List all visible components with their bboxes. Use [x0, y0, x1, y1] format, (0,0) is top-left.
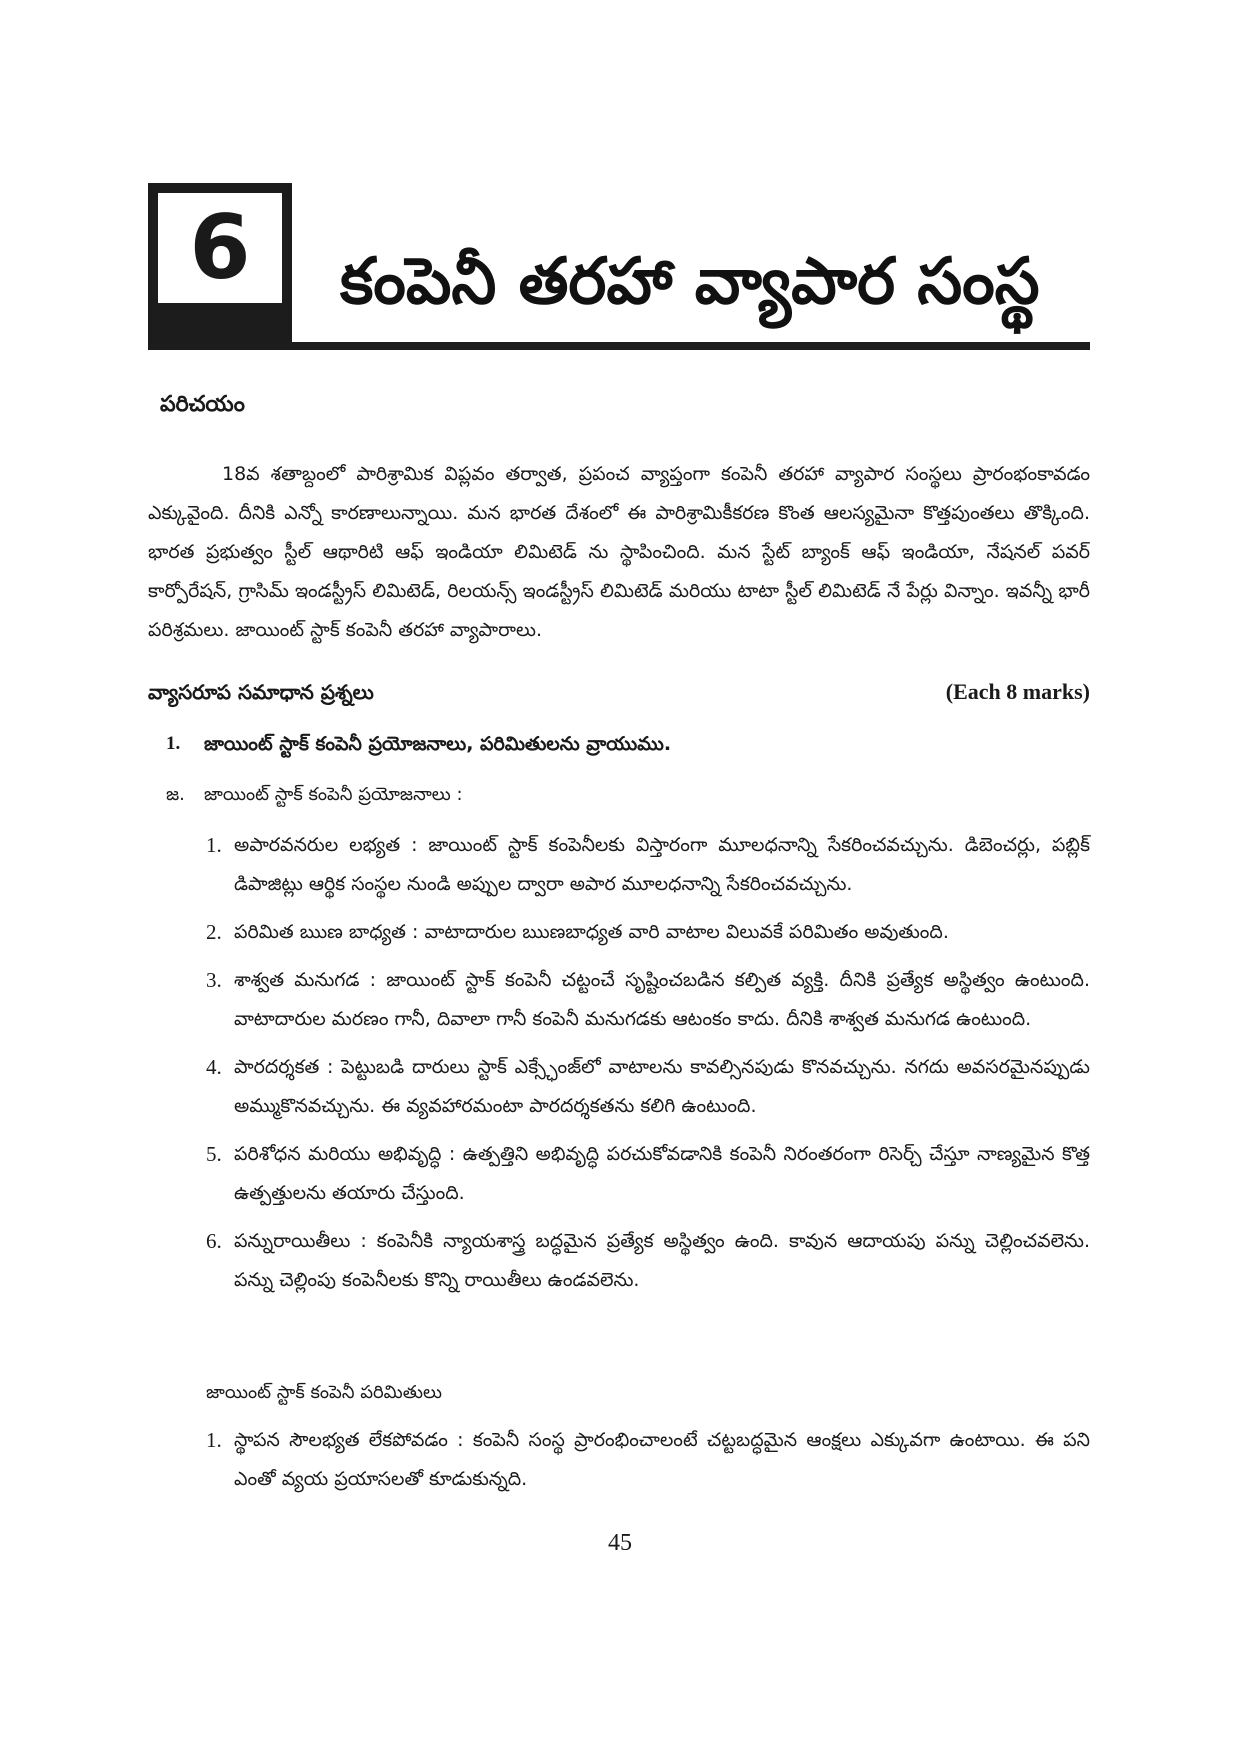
long-answer-heading: వ్యాసరూప సమాధాన ప్రశ్నలు: [148, 680, 374, 704]
chapter-number-box: [148, 183, 292, 343]
list-item-text: పరిశోధన మరియు అభివృద్ధి : ఉత్పత్తిని అభివృద్ధి పరచుకోవడానికి కంపెనీ నిరంతరంగా రిసెర్చ్ చేస్తూ నాణ్యమైన కొత్త ఉత్పత్తులను తయారు చేస్తుంది.: [234, 1143, 1090, 1204]
long-answer-heading-row: [148, 675, 1090, 709]
answer-marker: జ.: [166, 784, 185, 805]
list-item: [206, 913, 1090, 952]
limitations-list: [206, 1421, 1090, 1508]
list-item-text: అపారవనరుల లభ్యత : జాయింట్ స్టాక్ కంపెనీలకు విస్తారంగా మూలధనాన్ని సేకరించవచ్చును. డిబెంచర్లు, పబ్లిక్ డిపాజిట్లు ఆర్థిక సంస్థల నుండి అప్పుల ద్వారా అపార మూలధనాన్ని సేకరించవచ్చును.: [234, 834, 1090, 895]
list-item: [206, 826, 1090, 904]
chapter-title: కంపెనీ తరహా వ్యాపార సంస్థ: [340, 245, 1040, 319]
limitations-heading: జాయింట్ స్టాక్ కంపెనీ పరిమితులు: [206, 1382, 442, 1403]
answer-label-row: [166, 778, 463, 812]
advantages-list: [206, 826, 1090, 1309]
list-item: [206, 1222, 1090, 1300]
chapter-number-panel: [158, 193, 282, 303]
list-item-text: స్థాపన సౌలభ్యత లేకపోవడం : కంపెనీ సంస్థ ప్రారంభించాలంటే చట్టబద్ధమైన ఆంక్షలు ఎక్కువగా ఉంటాయి. ఈ పని ఎంతో వ్యయ ప్రయాసలతో కూడుకున్నది.: [234, 1429, 1090, 1490]
chapter-number: 6: [189, 196, 251, 299]
list-item-number: 6.: [206, 1229, 222, 1253]
list-item: [206, 1421, 1090, 1499]
chapter-rule: [148, 342, 1090, 350]
question-number: 1.: [166, 733, 181, 754]
marks-label: (Each 8 marks): [945, 679, 1090, 704]
question-text: జాయింట్ స్టాక్ కంపెనీ ప్రయోజనాలు, పరిమితులను వ్రాయుము.: [204, 733, 672, 755]
intro-paragraph: 18వ శతాబ్దంలో పారిశ్రామిక విప్లవం తర్వాత, ప్రపంచ వ్యాప్తంగా కంపెనీ తరహా వ్యాపార సంస్థలు ప్రారంభంకావడం ఎక్కువైంది. దీనికి ఎన్నో కారణాలున్నాయి. మన భారత దేశంలో ఈ పారిశ్రామికీకరణ కొంత ఆలస్యమైనా కొత్తపుంతలు తొక్కింది. భారత ప్రభుత్వం స్టీల్ ఆథారిటి ఆఫ్ ఇండియా లిమిటెడ్ ను స్థాపించింది. మన స్టేట్ బ్యాంక్ ఆఫ్ ఇండియా, నేషనల్ పవర్ కార్పోరేషన్, గ్రాసిమ్ ఇండస్ట్రీస్ లిమిటెడ్, రిలయన్స్ ఇండస్ట్రీస్ లిమిటెడ్ మరియు టాటా స్టీల్ లిమిటెడ్ నే పేర్లు విన్నాం. ఇవన్నీ భారీ పరిశ్రమలు. జాయింట్ స్టాక్ కంపెనీ తరహా వ్యాపారాలు.: [148, 463, 1090, 641]
list-item: [206, 961, 1090, 1039]
list-item: [206, 1135, 1090, 1213]
list-item: [206, 1048, 1090, 1126]
list-item-number: 4.: [206, 1055, 222, 1079]
list-item-text: పరిమిత ఋణ బాధ్యత : వాటాదారుల ఋణబాధ్యత వారి వాటాల విలువకే పరిమితం అవుతుంది.: [234, 921, 949, 943]
list-item-text: పారదర్శకత : పెట్టుబడి దారులు స్టాక్ ఎక్స్ఛేంజ్‌లో వాటాలను కావల్సినపుడు కొనవచ్చును. నగదు అవసరమైనప్పుడు అమ్ముకొనవచ్చును. ఈ వ్యవహారమంటా పారదర్శకతను కలిగి ఉంటుంది.: [234, 1056, 1090, 1117]
list-item-text: పన్నురాయితీలు : కంపెనీకి న్యాయశాస్త్ర బద్ధమైన ప్రత్యేక అస్థిత్వం ఉంది. కావున ఆదాయపు పన్ను చెల్లించవలెను. పన్ను చెల్లింపు కంపెనీలకు కొన్ని రాయితీలు ఉండవలెను.: [234, 1230, 1090, 1291]
page-number: 45: [608, 1530, 632, 1556]
list-item-number: 1.: [206, 1428, 222, 1452]
advantages-heading: జాయింట్ స్టాక్ కంపెనీ ప్రయోజనాలు :: [204, 784, 463, 805]
list-item-text: శాశ్వత మనుగడ : జాయింట్ స్టాక్ కంపెనీ చట్టంచే సృష్టించబడిన కల్పిత వ్యక్తి. దీనికి ప్రత్యేక అస్థిత్వం ఉంటుంది. వాటాదారుల మరణం గానీ, దివాలా గానీ కంపెనీ మనుగడకు ఆటంకం కాదు. దీనికి శాశ్వత మనుగడ ఉంటుంది.: [234, 969, 1090, 1030]
list-item-number: 2.: [206, 920, 222, 944]
list-item-number: 1.: [206, 833, 222, 857]
list-item-number: 3.: [206, 968, 222, 992]
intro-heading: పరిచయం: [160, 392, 245, 417]
question-1: [166, 727, 1086, 761]
list-item-number: 5.: [206, 1142, 222, 1166]
